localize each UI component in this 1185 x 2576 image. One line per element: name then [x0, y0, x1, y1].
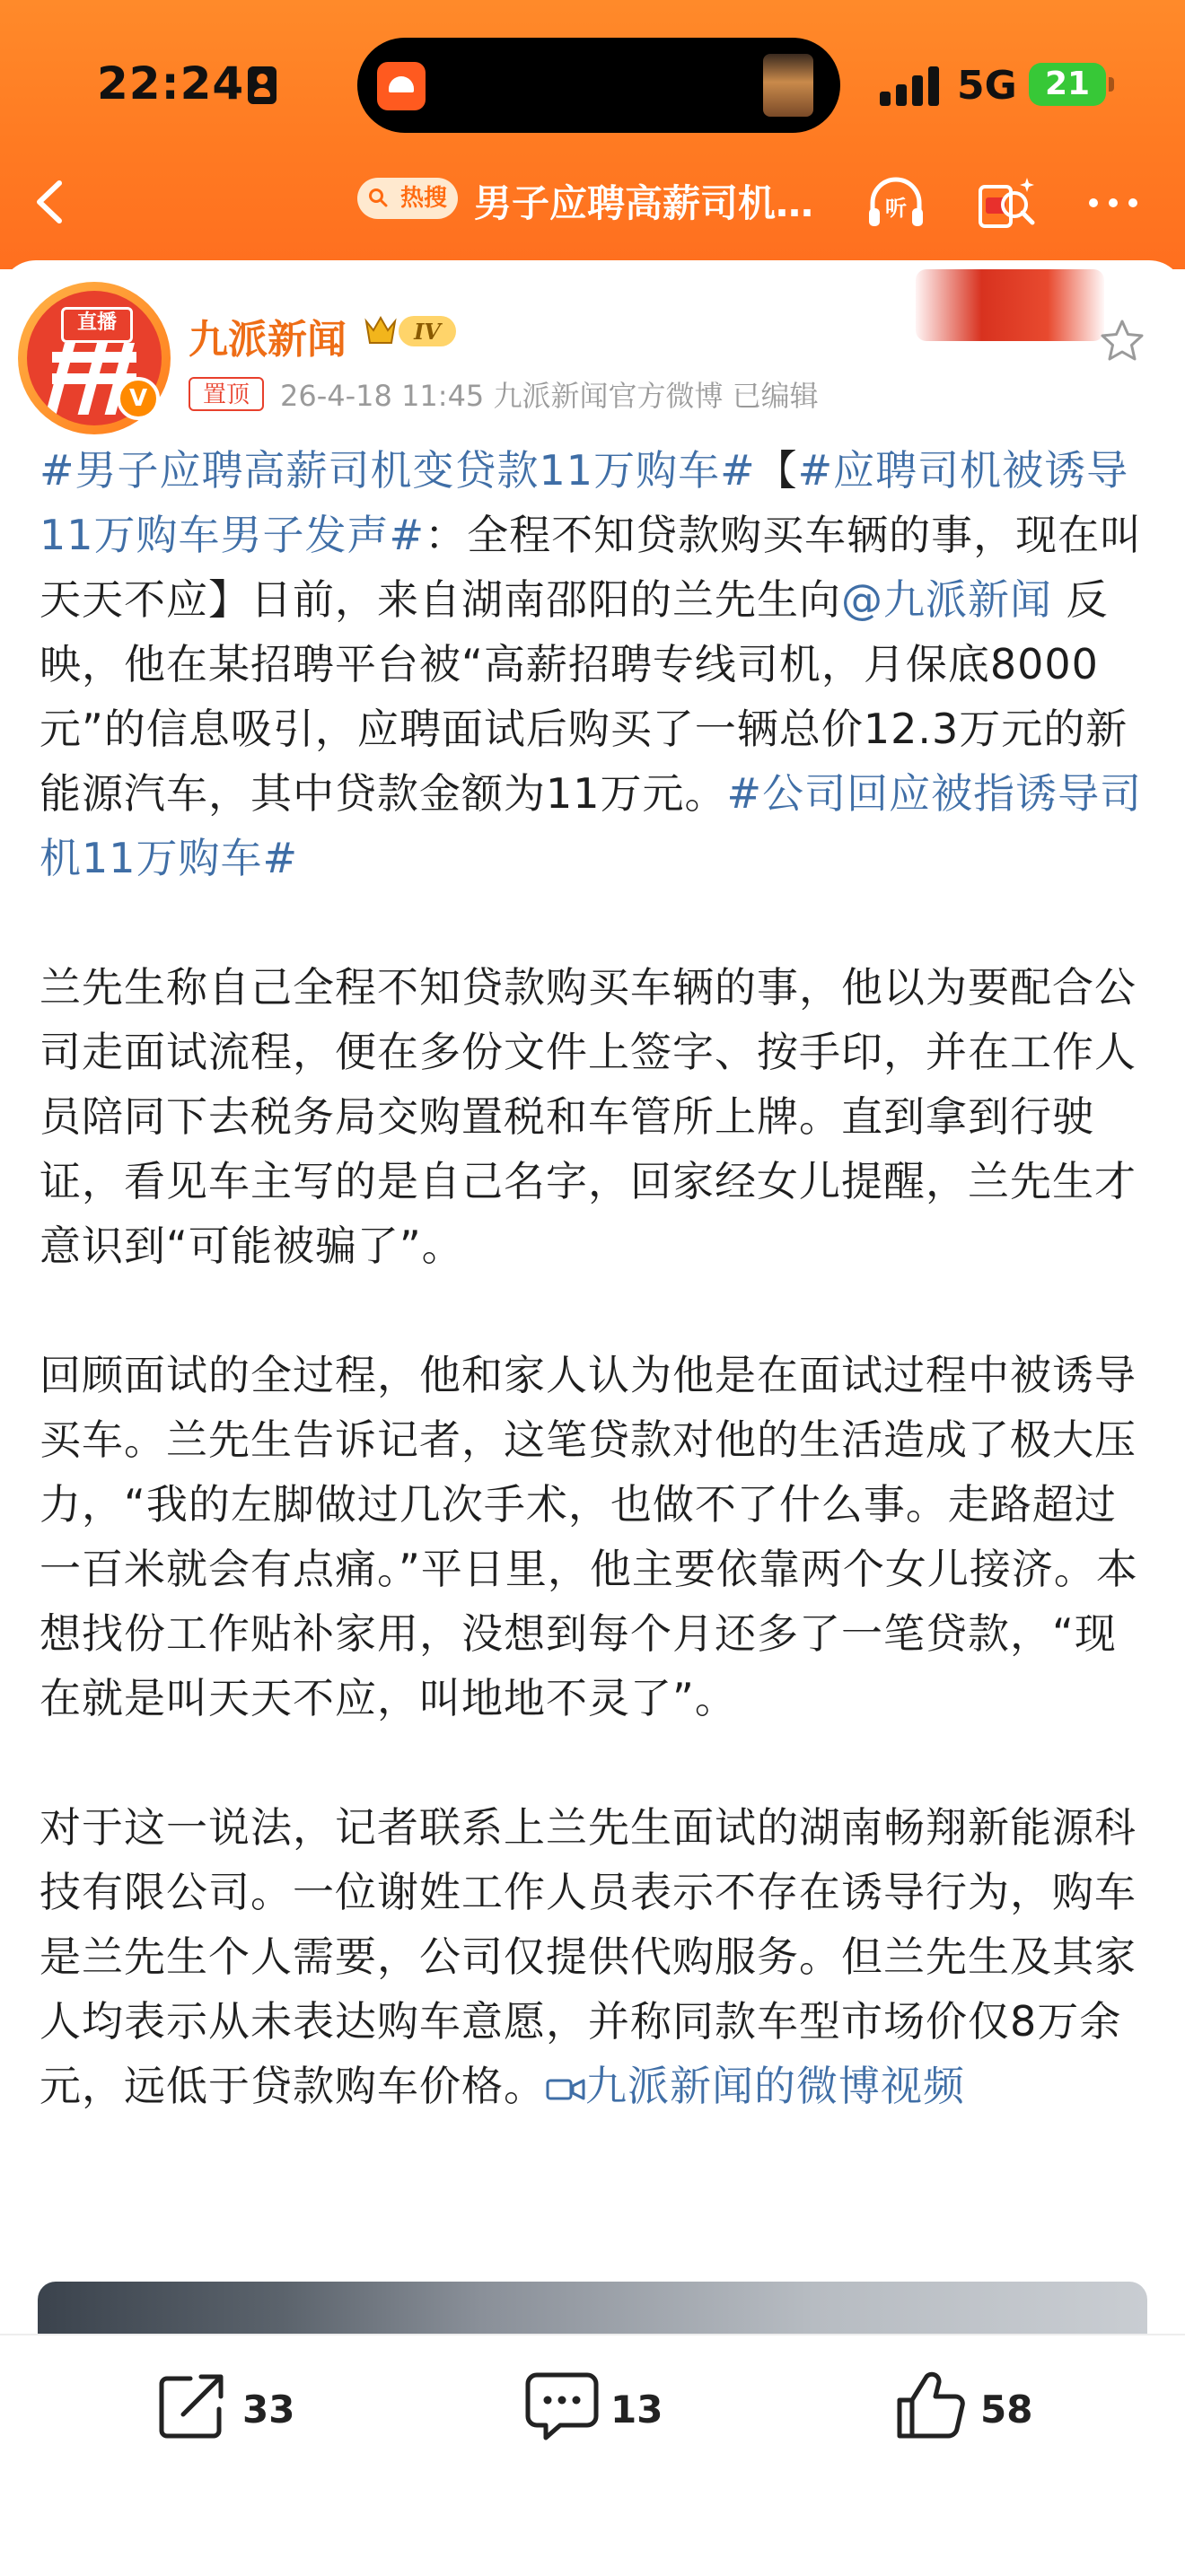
body-text-segment: ：全程不知贷款购买车辆的事，现在叫天天不应】日前，来自湖南邵阳的兰先生向 [40, 511, 1143, 624]
listen-headphones-icon[interactable] [864, 171, 928, 235]
video-thumbnail[interactable] [38, 2282, 1147, 2335]
post-meta: 26-4-18 11:45 九派新闻官方微博 已编辑 [280, 379, 819, 413]
hashtag-link[interactable]: #男子应聘高薪司机变贷款11万购车# [40, 446, 756, 495]
status-time: 22:24 [97, 57, 245, 110]
hashtag-link[interactable]: #公司回应被指诱导司机11万购车# [40, 769, 1143, 882]
repost-button[interactable] [156, 2370, 336, 2450]
hashtag-link[interactable]: #应聘司机被诱导11万购车男子发声# [40, 446, 1129, 559]
like-button[interactable] [894, 2370, 1074, 2450]
repost-count: 33 [242, 2388, 295, 2431]
video-link[interactable] [546, 2062, 965, 2110]
comment-icon [524, 2370, 600, 2441]
contact-card-icon [248, 66, 276, 104]
comment-button[interactable] [524, 2370, 704, 2450]
paragraph-2: 兰先生称自己全程不知贷款购买车辆的事，他以为要配合公司走面试流程，便在多份文件上签字、按手印，并在工作人员陪同下去税务局交购置税和车管所上牌。直到拿到行驶证，看见车主写的是自己名字，回家经女儿提醒，兰先生才意识到“可能被骗了”。 [40, 963, 1137, 1270]
hot-search-label: 热搜 [399, 185, 447, 212]
back-arrow-icon[interactable] [32, 180, 68, 224]
dynamic-island[interactable] [357, 38, 840, 133]
decorative-banner [916, 269, 1104, 341]
mention-link[interactable]: @九派新闻 [841, 575, 1052, 624]
bracket-open: 【 [755, 446, 798, 495]
pinned-badge: 置顶 [189, 377, 264, 411]
paragraph-4 [40, 1795, 1146, 2118]
member-level-label: IV [414, 319, 441, 345]
like-count: 58 [980, 2388, 1033, 2431]
body-text-segment: 对于这一说法，记者联系上兰先生面试的湖南畅翔新能源科技有限公司。一位谢姓工作人员表示不存在诱导行为，购车是兰先生个人需要，公司仅提供代购服务。但兰先生及其家人均表示从未表达购车意愿，并称同款车型市场价仅8万余元，远低于贷款购车价格。 [40, 1803, 1137, 2110]
page-title: 男子应聘高薪司机… [474, 181, 814, 225]
author-name[interactable]: 九派新闻 [189, 317, 347, 363]
more-options-icon[interactable] [1081, 171, 1146, 235]
cellular-signal-icon [880, 65, 944, 106]
post-body [40, 438, 1146, 2183]
battery-indicator: 21 [1029, 63, 1106, 106]
member-level-badge[interactable] [363, 312, 461, 350]
live-activity-thumbnail [763, 54, 813, 117]
network-type: 5G [957, 63, 1017, 109]
red-packet-search-icon[interactable] [975, 171, 1040, 235]
body-text-segment: 反映，他在某招聘平台被“高薪招聘专线司机，月保底8000元”的信息吸引，应聘面试后购买了一辆总价12.3万元的新能源汽车，其中贷款金额为11万元。 [40, 575, 1128, 818]
video-link-label: 九派新闻的微博视频 [585, 2062, 965, 2110]
share-icon [156, 2370, 228, 2441]
comment-count: 13 [610, 2388, 663, 2431]
hot-search-tag[interactable] [357, 178, 458, 219]
paragraph-1 [40, 438, 1146, 890]
thumbs-up-icon [894, 2370, 966, 2441]
search-icon [368, 188, 388, 207]
listen-label: 听 [885, 196, 907, 221]
video-icon [546, 2075, 585, 2104]
live-activity-app-icon [377, 62, 426, 110]
favorite-star-icon[interactable] [1097, 316, 1147, 366]
app-header [0, 0, 1185, 269]
paragraph-3: 回顾面试的全过程，他和家人认为他是在面试过程中被诱导买车。兰先生告诉记者，这笔贷款对他的生活造成了极大压力，“我的左脚做过几次手术，也做不了什么事。走路超过一百米就会有点痛。”平日里，他主要依靠两个女儿接济。本想找份工作贴补家用，没想到每个月还多了一笔贷款，“现在就是叫天天不应，叫地地不灵了”。 [40, 1351, 1138, 1722]
verified-badge: V [117, 377, 160, 420]
avatar-live-label: 直播 [61, 307, 133, 343]
